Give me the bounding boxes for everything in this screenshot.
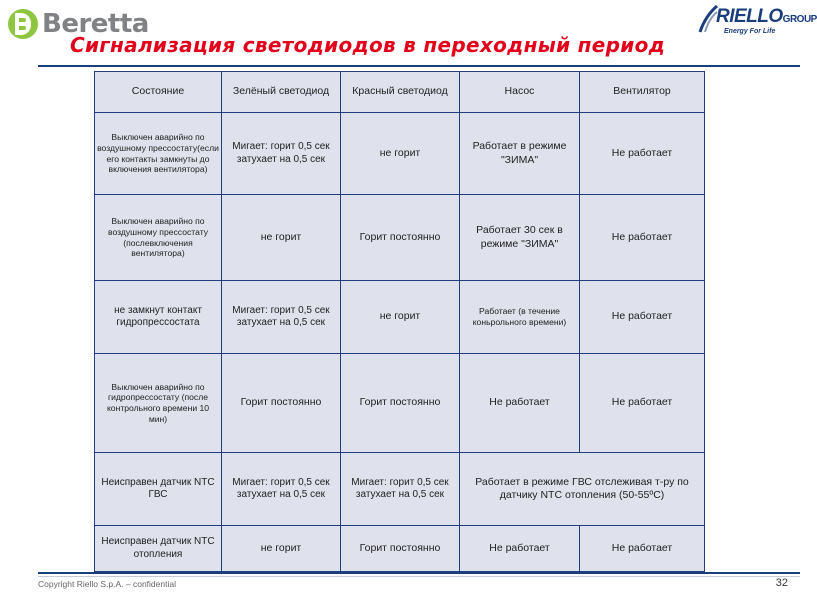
cell-state: Неисправен датчик NTC ГВС — [95, 453, 222, 526]
table-row — [95, 195, 705, 281]
header-state: Состояние — [95, 72, 222, 113]
cell-pump: Не работает — [460, 526, 580, 572]
table-header-row — [95, 72, 705, 113]
footer-divider — [38, 572, 800, 574]
footer-divider-thin — [38, 576, 800, 577]
cell-state: не замкнут контакт гидропрессостата — [95, 281, 222, 354]
cell-fan: Не работает — [580, 354, 705, 453]
header-green-led: Зелёный светодиод — [222, 72, 341, 113]
table-row — [95, 281, 705, 354]
header-red-led: Красный светодиод — [341, 72, 460, 113]
cell-green-led: Мигает: горит 0,5 сек затухает на 0,5 сек — [222, 453, 341, 526]
cell-green-led: не горит — [222, 526, 341, 572]
cell-green-led: Мигает: горит 0,5 сек затухает на 0,5 сек — [222, 281, 341, 354]
beretta-logo-text: Beretta — [42, 9, 149, 39]
copyright-text: Copyright Riello S.p.A. – confidential — [38, 579, 176, 589]
riello-swoosh-icon — [696, 4, 718, 34]
cell-green-led: Мигает: горит 0,5 сек затухает на 0,5 сек — [222, 113, 341, 195]
cell-state: Выключен аварийно по воздушному прессостату(если его контакты замкнуты до включения вентилятора) — [95, 113, 222, 195]
beretta-logo-icon — [8, 9, 38, 39]
riello-logo-tagline: Energy For Life — [724, 28, 776, 35]
cell-fan: Не работает — [580, 281, 705, 354]
page-number: 32 — [775, 577, 788, 589]
cell-green-led: Горит постоянно — [222, 354, 341, 453]
cell-pump-fan: Работает в режиме ГВС отслеживая т-ру по датчику NTC отопления (50-55ºС) — [460, 453, 705, 526]
page-title: Сигнализация светодиодов в переходный период — [70, 33, 666, 57]
table-row — [95, 453, 705, 526]
cell-red-led: Горит постоянно — [341, 526, 460, 572]
table-row — [95, 113, 705, 195]
cell-red-led: Горит постоянно — [341, 354, 460, 453]
cell-pump: Работает (в течение коньрольного времени) — [460, 281, 580, 354]
cell-state: Неисправен датчик NTC отопления — [95, 526, 222, 572]
header-divider — [38, 65, 800, 67]
table-row — [95, 354, 705, 453]
cell-red-led: Мигает: горит 0,5 сек затухает на 0,5 сек — [341, 453, 460, 526]
cell-state: Выключен аварийно по воздушному прессостату (послевключения вентилятора) — [95, 195, 222, 281]
cell-fan: Не работает — [580, 195, 705, 281]
header-fan: Вентилятор — [580, 72, 705, 113]
cell-pump: Работает в режиме "ЗИМА" — [460, 113, 580, 195]
header-pump: Насос — [460, 72, 580, 113]
riello-logo-group: GROUP — [782, 14, 817, 25]
led-signal-table — [94, 71, 705, 572]
cell-red-led: не горит — [341, 281, 460, 354]
table-row — [95, 526, 705, 572]
cell-pump: Не работает — [460, 354, 580, 453]
riello-logo — [696, 4, 817, 38]
cell-red-led: не горит — [341, 113, 460, 195]
cell-red-led: Горит постоянно — [341, 195, 460, 281]
cell-fan: Не работает — [580, 113, 705, 195]
cell-fan: Не работает — [580, 526, 705, 572]
riello-logo-text: RIELLO — [716, 6, 783, 27]
cell-green-led: не горит — [222, 195, 341, 281]
cell-state: Выключен аварийно по гидропрессостату (после контрольного времени 10 мин) — [95, 354, 222, 453]
cell-pump: Работает 30 сек в режиме "ЗИМА" — [460, 195, 580, 281]
